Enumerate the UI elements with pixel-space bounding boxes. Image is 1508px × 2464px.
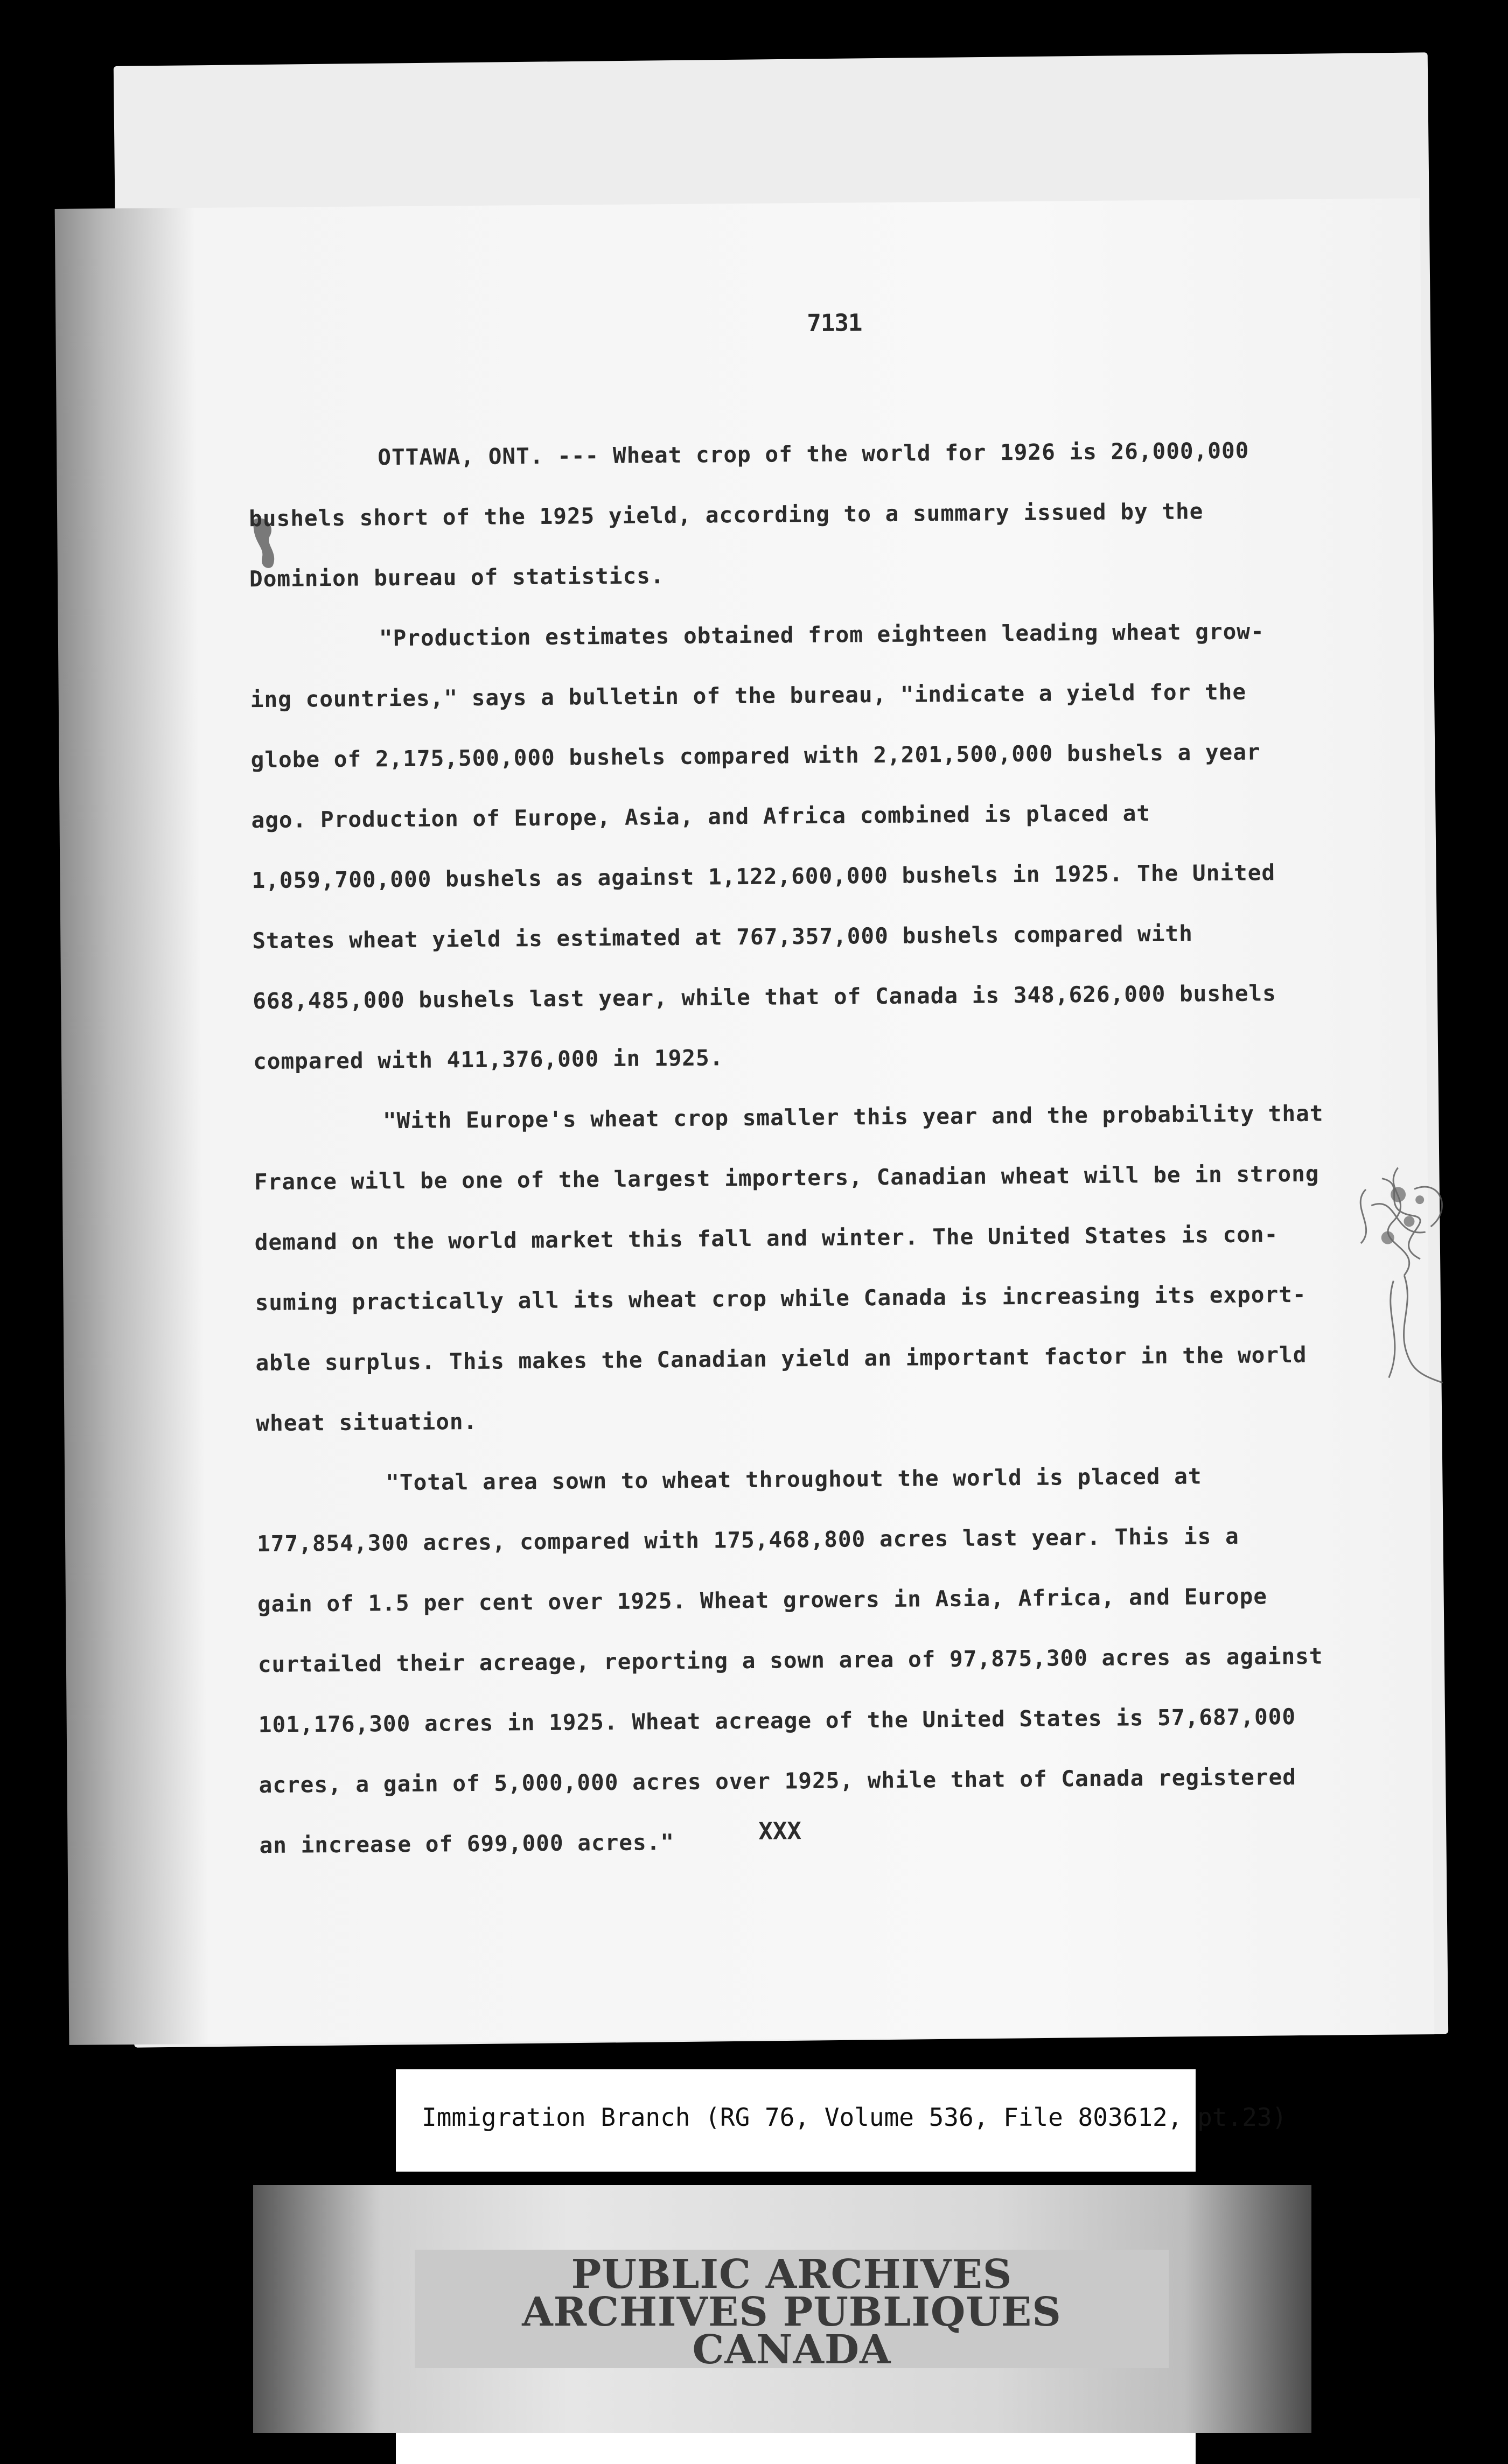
stamp-line: PUBLIC ARCHIVES bbox=[571, 2251, 1013, 2298]
text-line: 101,176,300 acres in 1925. Wheat acreage of the United States is 57,687,000 bbox=[258, 1703, 1296, 1738]
text-line: gain of 1.5 per cent over 1925. Wheat growers in Asia, Africa, and Europe bbox=[257, 1583, 1268, 1618]
label-bottom-edge bbox=[396, 2433, 1196, 2464]
text-line: France will be one of the largest importers, Canadian wheat will be in strong bbox=[254, 1160, 1320, 1195]
text-line: Dominion bureau of statistics. bbox=[249, 563, 665, 592]
archive-caption-label bbox=[396, 2069, 1287, 2172]
text-line: States wheat yield is estimated at 767,357,000 bushels compared with bbox=[252, 920, 1193, 954]
text-line: globe of 2,175,500,000 bushels compared with 2,201,500,000 bushels a year bbox=[250, 739, 1261, 773]
text-line: curtailed their acreage, reporting a sown area of 97,875,300 acres as against bbox=[257, 1643, 1323, 1678]
text-line: 668,485,000 bushels last year, while that of Canada is 348,626,000 bushels bbox=[253, 980, 1276, 1014]
text-line: suming practically all its wheat crop while Canada is increasing its export- bbox=[255, 1281, 1307, 1316]
text-line: "Total area sown to wheat throughout the world is placed at bbox=[386, 1463, 1202, 1496]
typed-body bbox=[248, 420, 1326, 1875]
text-line: 1,059,700,000 bushels as against 1,122,600,000 bushels in 1925. The United bbox=[252, 859, 1276, 894]
text-line: an increase of 699,000 acres." bbox=[259, 1829, 675, 1859]
archive-stamp bbox=[415, 2250, 1169, 2373]
archive-stamp-strip bbox=[253, 2185, 1311, 2433]
stamp-line: CANADA bbox=[692, 2327, 891, 2373]
text-line: 177,854,300 acres, compared with 175,468,800 acres last year. This is a bbox=[256, 1523, 1239, 1557]
stamp-line: ARCHIVES PUBLIQUES bbox=[522, 2289, 1062, 2335]
text-line: "Production estimates obtained from eighteen leading wheat grow- bbox=[379, 618, 1265, 652]
text-line: acres, a gain of 5,000,000 acres over 1925, while that of Canada registered bbox=[259, 1763, 1297, 1798]
end-mark: XXX bbox=[758, 1817, 802, 1845]
text-line: ago. Production of Europe, Asia, and Africa combined is placed at bbox=[251, 800, 1151, 834]
dried-plant-stain bbox=[1317, 1156, 1481, 1389]
text-line: able surplus. This makes the Canadian yield an important factor in the world bbox=[255, 1341, 1307, 1376]
text-line: wheat situation. bbox=[256, 1408, 478, 1437]
text-line: compared with 411,376,000 in 1925. bbox=[253, 1045, 724, 1075]
caption-text: Immigration Branch (RG 76, Volume 536, File 803612, pt.23) bbox=[422, 2103, 1287, 2132]
text-line: demand on the world market this fall and winter. The United States is con- bbox=[254, 1221, 1279, 1256]
text-line: ing countries," says a bulletin of the bureau, "indicate a yield for the bbox=[250, 678, 1247, 713]
text-line: "With Europe's wheat crop smaller this year and the probability that bbox=[382, 1100, 1324, 1134]
typed-page bbox=[55, 198, 1435, 2045]
text-line: bushels short of the 1925 yield, according to a summary issued by the bbox=[248, 498, 1204, 532]
page-number: 7131 bbox=[807, 309, 862, 338]
text-line: OTTAWA, ONT. --- Wheat crop of the world for 1926 is 26,000,000 bbox=[378, 437, 1249, 471]
